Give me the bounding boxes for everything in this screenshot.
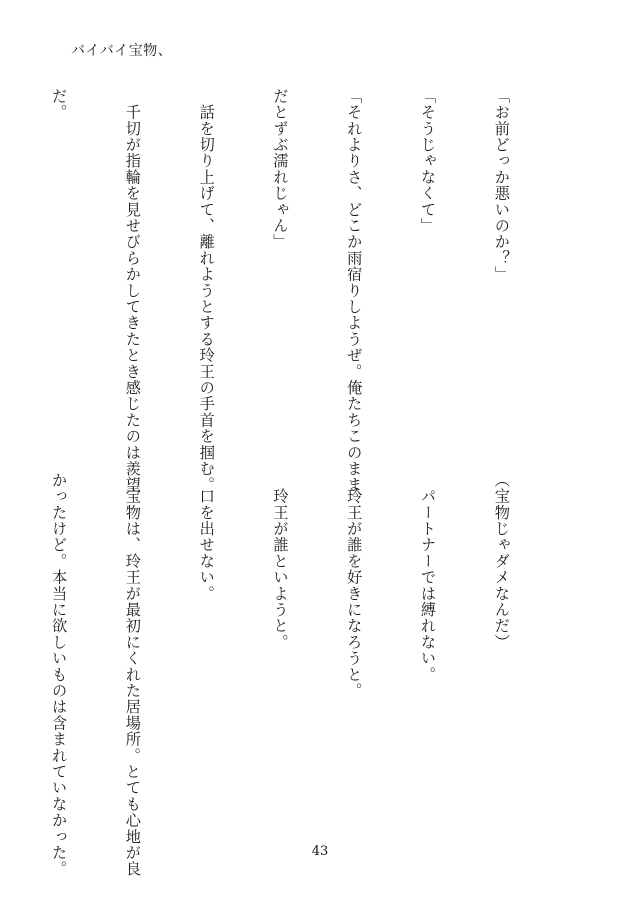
text-line: 「それよりさ、どこか雨宿りしようぜ。俺たちこのまま bbox=[345, 88, 364, 493]
text-line: だとずぶ濡れじゃん」 bbox=[271, 88, 290, 250]
text-line: だ。 bbox=[50, 88, 69, 121]
text-line: 「そうじゃなくて」 bbox=[419, 88, 438, 234]
page-number: 43 bbox=[311, 844, 329, 859]
top-text-block bbox=[50, 88, 563, 493]
text-line: （宝物じゃダメなんだ） bbox=[492, 472, 511, 651]
text-line: 「お前どっか悪いのか？」 bbox=[492, 88, 511, 283]
text-line: 口を出せない。 bbox=[197, 472, 216, 602]
text-line: 話を切り上げて、離れようとする玲王の手首を掴む。 bbox=[197, 88, 216, 493]
text-line: 宝物は、玲王が最初にくれた居場所。とても心地が良 bbox=[123, 472, 142, 877]
text-line: 玲王が誰といようと。 bbox=[271, 472, 290, 651]
text-line: パートナーでは縛れない。 bbox=[419, 472, 438, 683]
text-line: 玲王が誰を好きになろうと。 bbox=[345, 472, 364, 699]
running-head: バイバイ宝物、 bbox=[71, 43, 173, 59]
text-line: 千切が指輪を見せびらかしてきたとき感じたのは羨望 bbox=[123, 88, 142, 493]
text-line: かったけど。本当に欲しいものは含まれていなかった。 bbox=[50, 472, 69, 877]
